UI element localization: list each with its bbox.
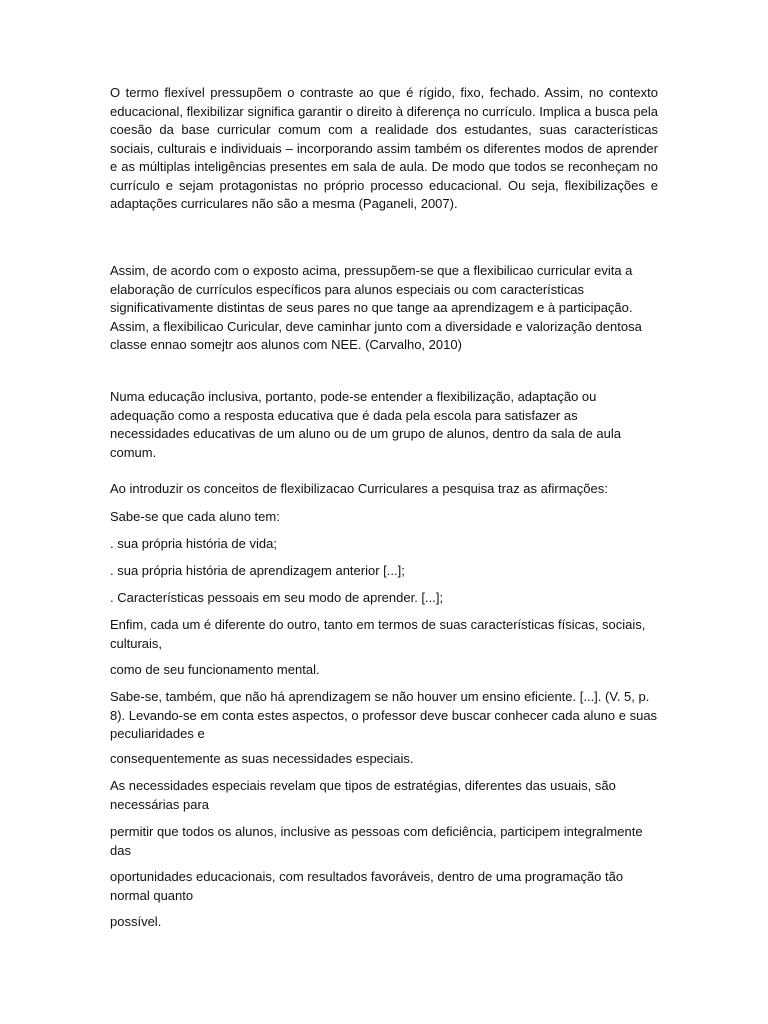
paragraph-enfim-diferente: Enfim, cada um é diferente do outro, tanto em termos de suas características físicas, sociais, culturais,: [110, 617, 646, 651]
paragraph-educacao-inclusiva: Numa educação inclusiva, portanto, pode-se entender a flexibilização, adaptação ou adequação como a resposta educativa que é dada pela escola para satisfazer as necessidades educativas de um aluno ou de um grupo de alunos, dentro da sala de aula comum.: [110, 389, 621, 460]
paragraph-necessidades-especiais: consequentemente as suas necessidades especiais.: [110, 751, 414, 766]
list-item-caracteristicas-pessoais: . Características pessoais em seu modo de aprender. [...];: [110, 590, 444, 605]
list-item-historia-aprendizagem: . sua própria história de aprendizagem anterior [...];: [110, 563, 405, 578]
paragraph-oportunidades: oportunidades educacionais, com resultados favoráveis, dentro de uma programação tão normal quanto: [110, 869, 624, 903]
paragraph-sabe-se-cada-aluno: Sabe-se que cada aluno tem:: [110, 509, 280, 524]
paragraph-ensino-eficiente: Sabe-se, também, que não há aprendizagem se não houver um ensino eficiente. [...]. (V. 5, p. 8). Levando-se em conta estes aspectos, o professor deve buscar conhecer cada aluno e suas peculiaridades e: [110, 689, 658, 741]
list-item-historia-vida: . sua própria história de vida;: [110, 536, 277, 551]
paragraph-introduzir-conceitos: Ao introduzir os conceitos de flexibilizacao Curriculares a pesquisa traz as afirmações:: [110, 481, 608, 496]
paragraph-estrategias: As necessidades especiais revelam que tipos de estratégias, diferentes das usuais, são necessárias para: [110, 778, 616, 812]
paragraph-flexibilizacao-curricular: Assim, de acordo com o exposto acima, pressupõem-se que a flexibilicao curricular evita a elaboração de currículos específicos para alunos especiais ou com características significativamente distintas de seus pares no que tange aa aprendizagem e à participação. Assim, a flexibilicao Curicular, deve caminhar junto com a diversidade e valorização dentosa classe ennao somejtr aos alunos com NEE. (Carvalho, 2010): [110, 263, 642, 352]
paragraph-funcionamento-mental: como de seu funcionamento mental.: [110, 662, 320, 677]
paragraph-possivel: possível.: [110, 914, 162, 929]
paragraph-flexivel-definition: O termo flexível pressupõem o contraste ao que é rígido, fixo, fechado. Assim, no contexto educacional, flexibilizar significa garantir o direito à diferença no currículo. Implica a busca pela coesão da base curricular comum com a realidade dos estudantes, suas características sociais, culturais e individuais – incorporando assim também os diferentes modos de aprender e as múltiplas inteligências presentes em sala de aula. De modo que todos se reconheçam no currículo e sejam protagonistas no próprio processo educacional. Ou seja, flexibilizações e adaptações curriculares não são a mesma (Paganeli, 2007).: [110, 85, 658, 211]
paragraph-permitir-alunos: permitir que todos os alunos, inclusive as pessoas com deficiência, participem integralmente das: [110, 824, 643, 858]
